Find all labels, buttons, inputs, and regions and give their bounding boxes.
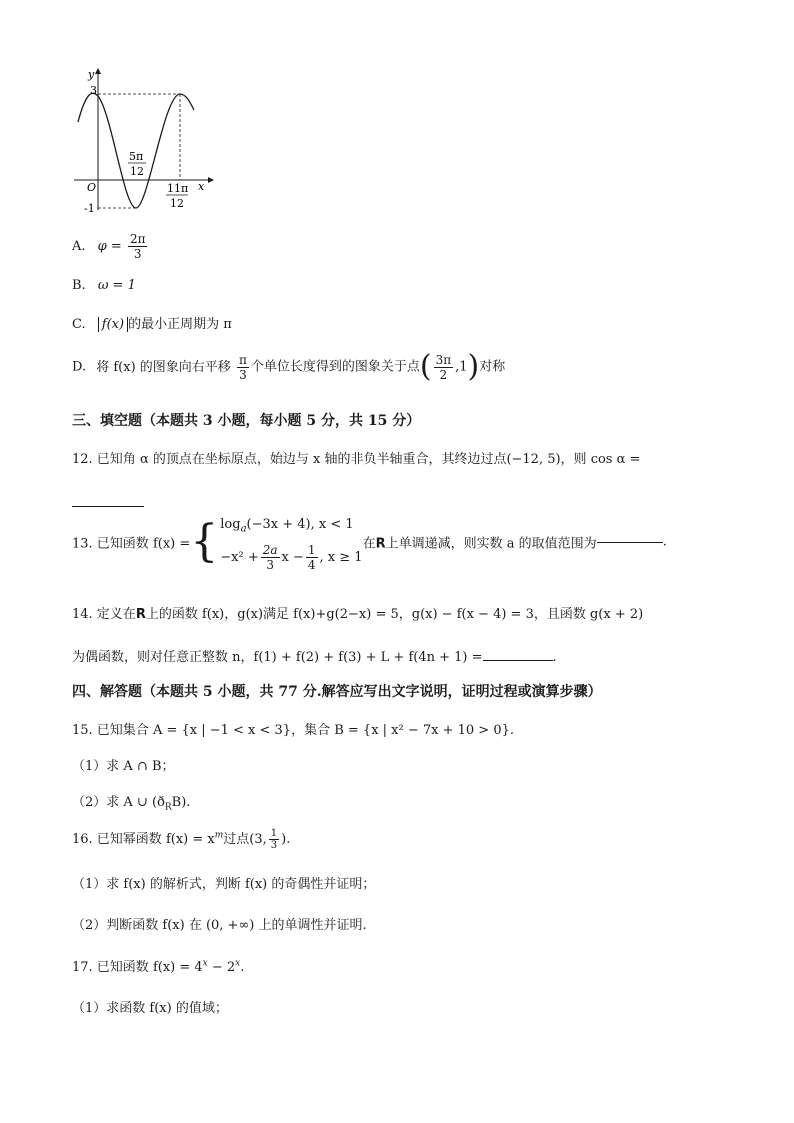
question-17: 17. 已知函数 $f(x) = 4^x - 2^x$. — [72, 958, 245, 975]
option-a: A. φ = $\frac{2\pi}{3}$ — [72, 232, 146, 261]
question-15-part2: （2）求 A ∪ $(ð_RB)$. — [72, 795, 191, 813]
origin-label: O — [87, 181, 97, 194]
question-12: 12. 已知角 α 的顶点在坐标原点，始边与 x 轴的非负半轴重合，其终边过点(−12, 5)，则 cos α = — [72, 452, 641, 467]
x-tick1-den: 12 — [130, 165, 144, 178]
y-axis-label: y — [88, 68, 95, 81]
section-4-title: 四、解答题（本题共 5 小题，共 77 分.解答应写出文字说明，证明过程或演算步骤） — [72, 684, 602, 700]
option-b: B. ω = 1 — [72, 278, 136, 293]
x-axis-label: x — [198, 180, 205, 193]
question-16-part2: （2）判断函数 f(x) 在 (0, +∞) 上的单调性并证明. — [72, 918, 367, 933]
function-graph — [68, 62, 216, 212]
y-min-label: -1 — [84, 202, 95, 212]
question-13: 13. 已知函数 f(x) ={ $\log_a(-3x + 4)$, x < 1 −x² + $\frac{2a}{3}$ x − $\frac{1}{4}$ , x ≥ 1 在R上单调递减，则实数 a 的取值范围为 . — [72, 515, 667, 572]
x-tick2-num: 11π — [167, 182, 189, 195]
section-3-title: 三、填空题（本题共 3 小题，每小题 5 分，共 15 分） — [72, 413, 421, 429]
fraction: $\frac{\pi}{3}$ — [238, 352, 247, 382]
x-tick1-num: 5π — [129, 150, 144, 163]
y-max-label: 3 — [90, 84, 97, 97]
q13-answer-blank[interactable] — [597, 541, 663, 543]
question-15-part1: （1）求 A ∩ B； — [72, 759, 175, 774]
fraction: $\frac{2\pi}{3}$ — [129, 232, 146, 261]
x-tick2-den: 12 — [170, 197, 184, 210]
question-14-line2: 为偶函数，则对任意正整数 n，f(1) + f(2) + f(3) + L + f(4n + 1) = . — [72, 650, 557, 665]
question-16: 16. 已知幂函数 $f(x) = x^m$过点(3, $\frac{1}{3}$ ). — [72, 828, 291, 851]
q12-answer-blank[interactable] — [72, 496, 144, 511]
question-16-part1: （1）求 f(x) 的解析式，判断 f(x) 的奇偶性并证明； — [72, 877, 376, 892]
fraction: $\frac{3\pi}{2}$ — [435, 352, 452, 382]
question-15: 15. 已知集合 A = {x | −1 < x < 3}，集合 B = {x | x² − 7x + 10 > 0}. — [72, 723, 515, 738]
question-14-line1: 14. 定义在R上的函数 f(x)，g(x)满足 f(x)+g(2−x) = 5，g(x) − f(x − 4) = 3，且函数 g(x + 2) — [72, 607, 644, 622]
option-d: D. 将 f(x) 的图象向右平移 $\frac{\pi}{3}$ 个单位长度得到的图象关于点( $\frac{3\pi}{2}$ ,1)对称 — [72, 349, 506, 384]
option-c: C. f(x) 的最小正周期为 π — [72, 317, 232, 332]
question-17-part1: （1）求函数 f(x) 的值域； — [72, 1001, 228, 1016]
q14-answer-blank[interactable] — [483, 659, 553, 661]
